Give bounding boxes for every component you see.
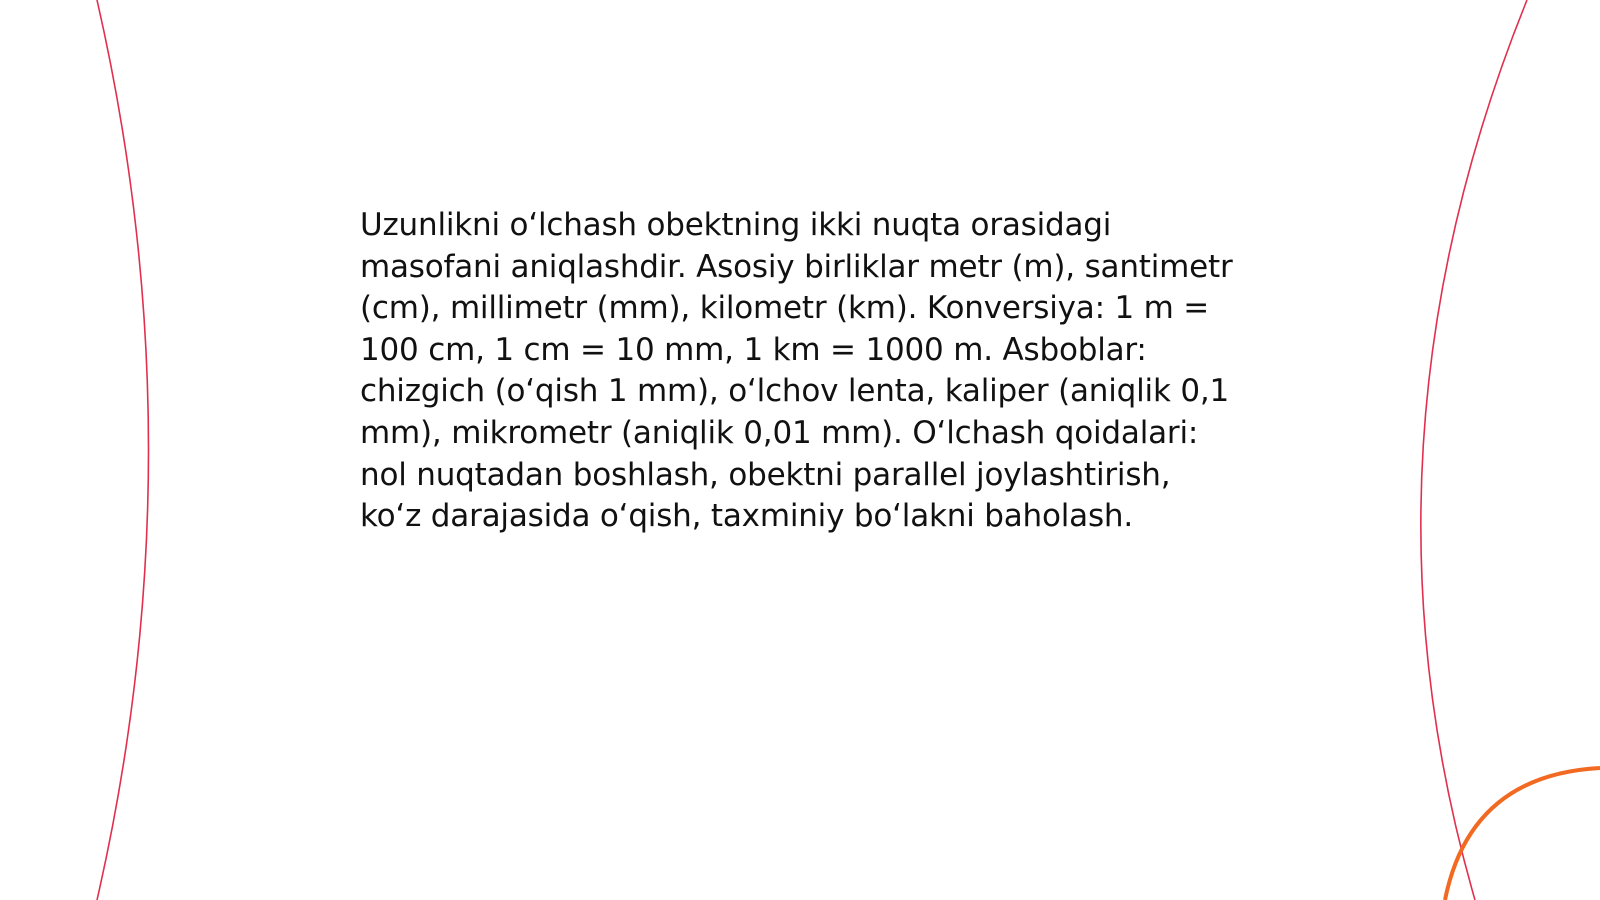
corner-arc: [1445, 768, 1600, 900]
right-curve-line: [1421, 0, 1527, 900]
body-paragraph: Uzunlikni oʻlchash obektning ikki nuqta orasidagi masofani aniqlashdir. Asosiy birliklar metr (m), santimetr (cm), millimetr (mm), kilometr (km). Konversiya: 1 m = 100 cm, 1 cm = 10 mm, 1 km = 1000 m. Asboblar: chizgich (oʻqish 1 mm), oʻlchov lenta, kaliper (aniqlik 0,1 mm), mikrometr (aniqlik 0,01 mm). Oʻlchash qoidalari: nol nuqtadan boshlash, obektni parallel joylashtirish, koʻz darajasida oʻqish, taxminiy boʻlakni baholash.: [360, 207, 1233, 535]
left-curve-line: [97, 0, 149, 900]
